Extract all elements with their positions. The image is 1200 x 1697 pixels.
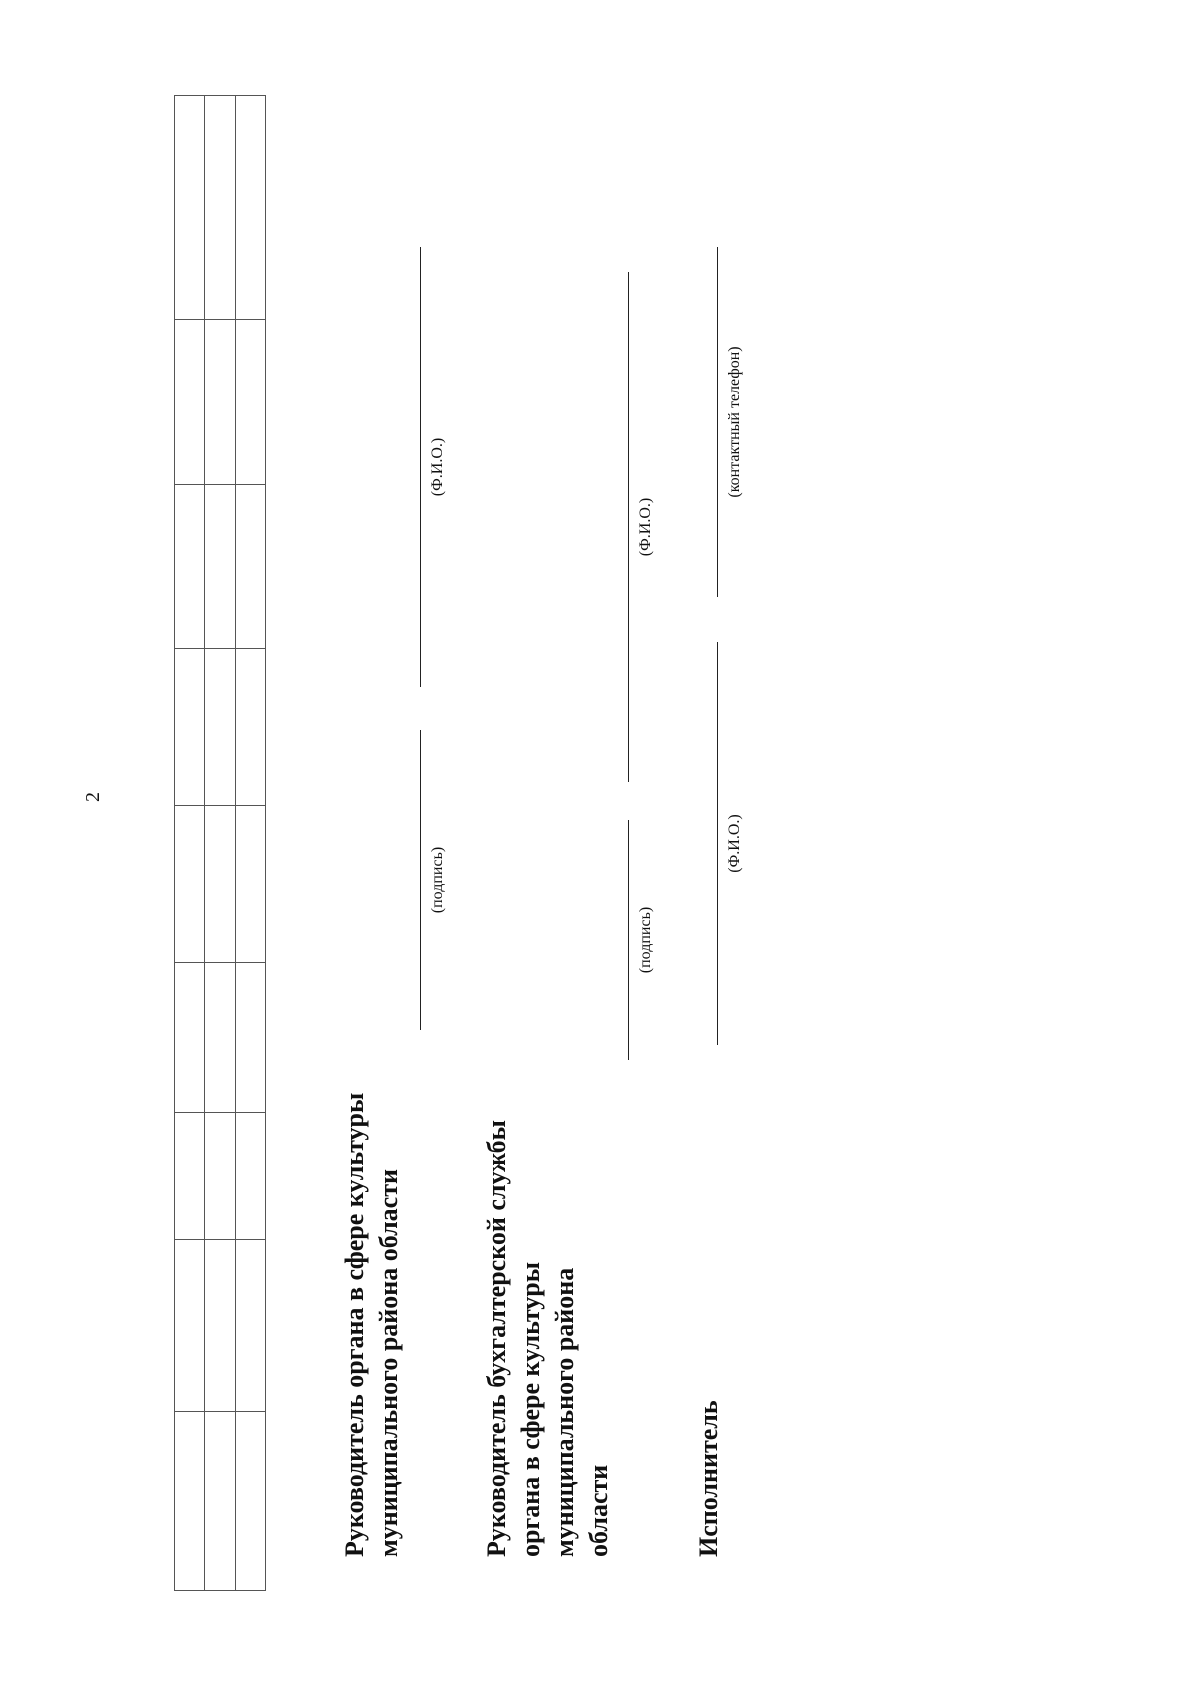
executor-name-line [717,642,718,1045]
executor-phone-caption: (контактный телефон) [726,346,743,498]
table-cell [235,1112,265,1239]
table-body [175,96,266,1591]
table-cell [175,320,205,484]
table-cell [205,649,235,806]
table-cell [205,96,235,320]
table-cell [175,806,205,963]
executor-phone-line [717,247,718,597]
page-number: 2 [82,792,104,802]
table-cell [205,484,235,648]
head-of-culture-name-caption: (Ф.И.О.) [429,437,446,497]
table-row [175,96,205,1591]
executor-title: Исполнитель [694,1400,723,1557]
table-cell [235,96,265,320]
table-cell [205,806,235,963]
title-line: муниципального района [550,1267,579,1557]
head-of-accounting-signature-line [628,820,629,1060]
head-of-culture-signature-caption: (подпись) [429,846,446,914]
table-cell [235,963,265,1113]
title-line: муниципального района области [374,1169,403,1557]
table-cell [175,1239,205,1411]
executor-name-caption: (Ф.И.О.) [726,814,743,873]
table-cell [205,1411,235,1590]
title-line: Руководитель бухгалтерской службы [482,1120,511,1557]
head-of-accounting-signature-caption: (подпись) [637,906,654,974]
table-cell [175,963,205,1113]
head-of-culture-name-line [420,247,421,687]
table-cell [175,484,205,648]
table-row [235,96,265,1591]
table-cell [235,806,265,963]
head-of-culture-title [338,1093,406,1557]
table-cell [175,649,205,806]
table-cell [235,1411,265,1590]
title-line: области [584,1464,613,1557]
table-cell [205,963,235,1113]
table-cell [175,1411,205,1590]
table-cell [205,1112,235,1239]
table-cell [205,320,235,484]
table-cell [175,1112,205,1239]
head-of-accounting-name-caption: (Ф.И.О.) [637,497,654,557]
table-cell [235,484,265,648]
table-row [205,96,235,1591]
table-cell [205,1239,235,1411]
title-line: органа в сфере культуры [516,1261,545,1557]
head-of-culture-signature-line [420,730,421,1030]
title-line: Руководитель органа в сфере культуры [340,1092,369,1557]
head-of-accounting-title [480,1120,616,1557]
table-cell [235,649,265,806]
empty-data-table [174,95,266,1591]
table-cell [175,96,205,320]
table-cell [235,1239,265,1411]
head-of-accounting-name-line [628,272,629,782]
table-cell [235,320,265,484]
